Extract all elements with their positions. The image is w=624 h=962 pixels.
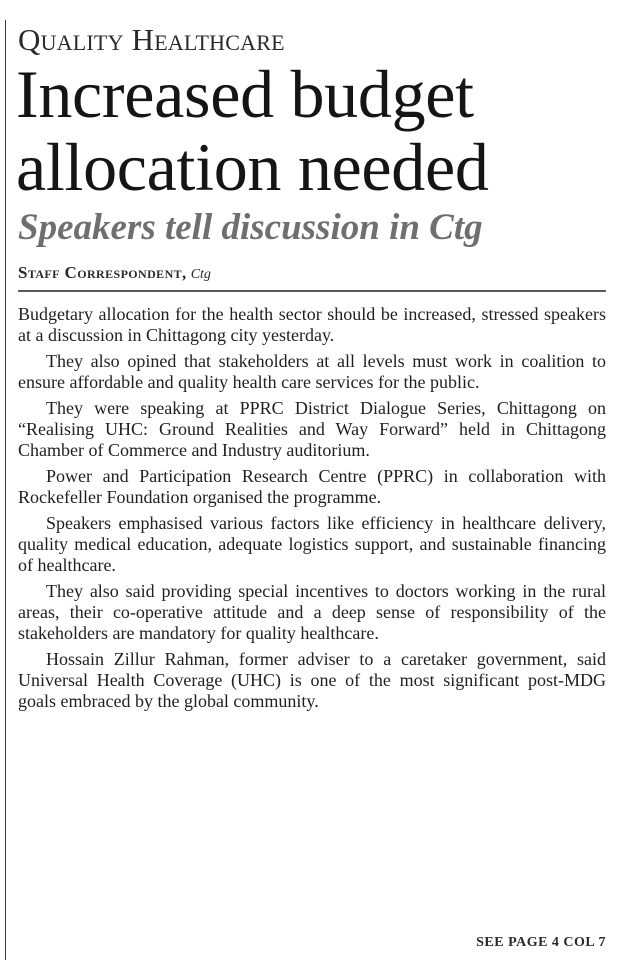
deck: Speakers tell discussion in Ctg [18, 207, 483, 248]
paragraph-2: They also opined that stakeholders at all levels must work in coalition to ensure affordable and quality health care services for the public. [18, 351, 606, 392]
headline: Increased budget allocation needed [16, 56, 489, 205]
paragraph-7: Hossain Zillur Rahman, former adviser to a caretaker government, said Universal Health Coverage (UHC) is one of the most significant post-MDG goals embraced by the global community. [18, 649, 606, 711]
byline [18, 262, 211, 286]
paragraph-4: Power and Participation Research Centre (PPRC) in collaboration with Rockefeller Foundation organised the programme. [18, 466, 606, 507]
byline-place: Ctg [190, 267, 211, 282]
kicker: Quality Healthcare [18, 22, 285, 57]
byline-rule [18, 290, 606, 292]
paragraph-1: Budgetary allocation for the health sector should be increased, stressed speakers at a discussion in Chittagong city yesterday. [18, 304, 606, 345]
paragraph-6: They also said providing special incentives to doctors working in the rural areas, their co-operative attitude and a deep sense of responsibility of the stakeholders are mandatory for quality healthcare. [18, 581, 606, 643]
column-rule [5, 20, 6, 960]
jump-line: SEE PAGE 4 COL 7 [476, 935, 606, 950]
article-body [18, 304, 606, 717]
paragraph-5: Speakers emphasised various factors like efficiency in healthcare delivery, quality medical education, adequate logistics support, and sustainable financing of healthcare. [18, 513, 606, 575]
paragraph-3: They were speaking at PPRC District Dialogue Series, Chittagong on “Realising UHC: Ground Realities and Way Forward” held in Chittagong Chamber of Commerce and Industry auditorium. [18, 398, 606, 460]
byline-name: Staff Correspondent, [18, 263, 187, 282]
